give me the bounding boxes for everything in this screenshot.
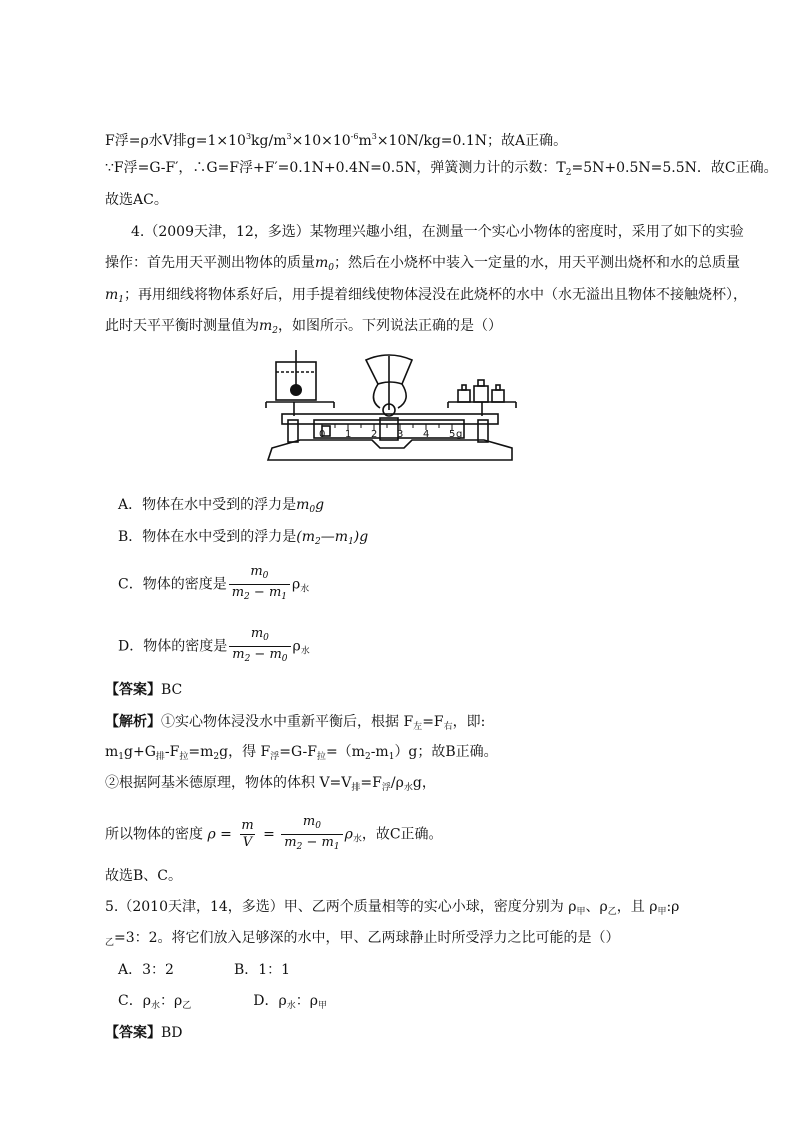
question-4-line-3: $m_1$；再用细线将物体系好后，用手提着细线使物体浸没在此烧杯的水中（水无溢出且物体不接触烧杯）， [105,287,748,305]
explanation-line-3: ②根据阿基米德原理，物体的体积 $V=V_排=F_浮/\rho_水g$， [105,775,436,793]
answer-4: 【答案】BC [105,682,183,698]
explanation-line-2: $m_1g+G_排-F_拉=m_2g$，得 $F_浮=G-F_拉=(m_2-m_1)g$；故B正确。 [105,744,498,762]
question-4-line-1: 4.（2009天津，12，多选）某物理兴趣小组，在测量一个实心小物体的密度时，采用了如下的实验 [131,224,744,240]
density-fraction-d: $\frac{m_0}{m_2 - m_0}$ [229,626,290,667]
explanation-line-1: 【解析】①实心物体浸没水中重新平衡后，根据 $F_左=F_右$，即: [105,714,486,732]
scale-number-0: 0 [319,429,326,440]
text-line-buoyancy-calc: F浮=ρ水V排$g=1\times 10^3kg/m^3\times 10\times 10^{-6}m^3\times 10N/kg=0.1N$；故A正确。 [105,132,568,149]
question-4-line-2: 操作：首先用天平测出物体的质量$m_0$；然后在小烧杯中装入一定量的水，用天平测出烧杯和水的总质量 [105,255,741,273]
option-a: A．物体在水中受到的浮力是$m_0g$ [118,497,325,515]
option-d: D．物体的密度是 $\frac{m_0}{m_2 - m_0}$ $\rho_水$ [118,626,310,667]
question-5-options-ab: A．3：2 B．1：1 [118,962,291,978]
scale-number-3: 3 [397,429,404,440]
density-fraction-m-over-v: $\frac{m}{V}$ [241,818,254,850]
scale-unit: g [456,429,463,440]
question-4-line-4: 此时天平平衡时测量值为$m_2$，如图所示。下列说法正确的是（） [105,318,503,336]
explanation-line-4: 所以物体的密度 ρ = $\frac{m}{V}$ = $\frac{m_0}{m_2 - m_1}$ $\rho_水$，故C正确。 [105,814,443,855]
question-5-options-cd: C．$\rho_水$：$\rho_乙$ D．$\rho_水$：$\rho_甲$ [118,993,327,1011]
question-5-line-1: 5.（2010天津，14，多选）甲、乙两个质量相等的实心小球，密度分别为 $\rho_甲$、$\rho_乙$，且 $\rho_甲:\rho$ [105,899,680,917]
density-fraction-c: $\frac{m_0}{m_2 - m_1}$ [229,564,290,605]
scale-number-1: 1 [345,429,352,440]
density-fraction-explain: $\frac{m_0}{m_2 - m_1}$ [281,814,342,855]
balance-scale-figure [262,348,520,472]
scale-number-2: 2 [371,429,378,440]
scale-number-4: 4 [423,429,430,440]
answer-5: 【答案】BD [105,1025,183,1041]
text-line-force-balance: ∵F浮=G-F′，∴G=F浮+F′=0.1N+0.4N=0.5N，弹簧测力计的示数：$T_2=5N+0.5N=5.5N$．故C正确。 [105,160,778,178]
question-5-line-2: $_乙$=3：2。将它们放入足够深的水中，甲、乙两球静止时所受浮力之比可能的是（） [105,930,620,948]
option-b: B．物体在水中受到的浮力是$(m_2—m_1)g$ [118,529,369,547]
text-line-choose-ac: 故选AC。 [105,192,168,208]
option-c: C．物体的密度是 $\frac{m_0}{m_2 - m_1}$ $\rho_水$ [118,564,309,605]
scale-number-5: 5 [449,429,456,440]
text-line-choose-bc: 故选B、C。 [105,868,182,884]
